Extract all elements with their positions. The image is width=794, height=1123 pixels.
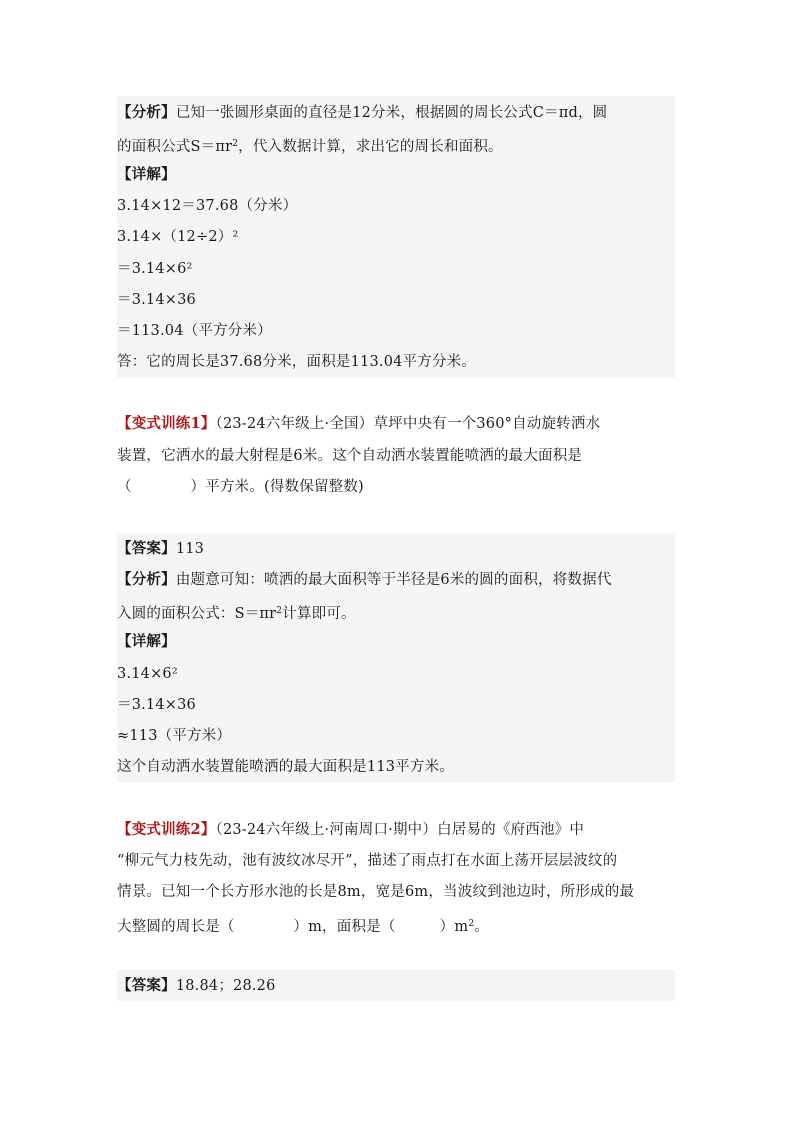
analysis-line-2: 入圆的面积公式：$S=\pi r^2$计算即可。 <box>117 606 356 622</box>
question-1-line-2: 装置，它洒水的最大射程是6米。这个自动洒水装置能喷洒的最大面积是 <box>117 448 583 464</box>
analysis-line-1: 【分析】由题意可知：喷洒的最大面积等于半径是6米的圆的面积，将数据代 <box>117 571 612 588</box>
step-line: 3.14×12＝37.68（分米） <box>117 198 298 214</box>
question-1-line-3: （ ）平方米。(得数保留整数) <box>117 479 364 495</box>
question-1-line-1: 【变式训练1】（23-24六年级上·全国）草坪中央有一个360°自动旋转洒水 <box>117 415 601 432</box>
step-line: ＝3.14×36 <box>117 292 196 308</box>
detail-tag: 【详解】 <box>117 166 176 183</box>
answer-tag: 【答案】 <box>117 977 176 994</box>
analysis-tag: 【分析】 <box>117 571 176 588</box>
step-line: ＝113.04（平方分米） <box>117 323 272 339</box>
answer-line: 答：它的周长是37.68分米，面积是113.04平方分米。 <box>117 354 477 370</box>
question-2-line-4: 大整圆的周长是（ ）m，面积是（ ）$m^2$。 <box>117 919 489 935</box>
answer-line <box>117 540 204 558</box>
analysis-text: 已知一张圆形桌面的直径是12分米，根据圆的周长公式C＝πd，圆 <box>175 105 608 121</box>
step-line: 3.14×6² <box>117 666 178 682</box>
conclusion-line: 这个自动洒水装置能喷洒的最大面积是113平方米。 <box>117 759 454 775</box>
answer-value: 18.84；28.26 <box>175 978 276 994</box>
analysis-tag: 【分析】 <box>117 104 176 121</box>
answer-tag: 【答案】 <box>117 540 176 557</box>
question-2-line-2: “柳元气力枝先动，池有波纹冰尽开”，描述了雨点打在水面上荡开层层波纹的 <box>117 853 618 869</box>
detail-tag: 【详解】 <box>117 633 176 650</box>
question-2-line-1: 【变式训练2】（23-24六年级上·河南周口·期中）白居易的《府西池》中 <box>117 821 585 838</box>
step-line: ≈113（平方米） <box>117 728 232 744</box>
question-1-tag: 【变式训练1】 <box>117 415 216 432</box>
analysis-line-1 <box>117 104 607 122</box>
answer-line <box>117 977 276 995</box>
step-line: ＝3.14×6² <box>117 261 193 277</box>
analysis-line-2: 的面积公式$S=\pi r^2$，代入数据计算，求出它的周长和面积。 <box>117 139 503 155</box>
question-2-line-3: 情景。已知一个长方形水池的长是8m，宽是6m，当波纹到池边时，所形成的最 <box>117 884 635 900</box>
step-line: ＝3.14×36 <box>117 697 196 713</box>
answer-value: 113 <box>175 541 205 557</box>
step-line: 3.14×（12÷2）² <box>117 229 239 245</box>
question-2-tag: 【变式训练2】 <box>117 821 216 838</box>
